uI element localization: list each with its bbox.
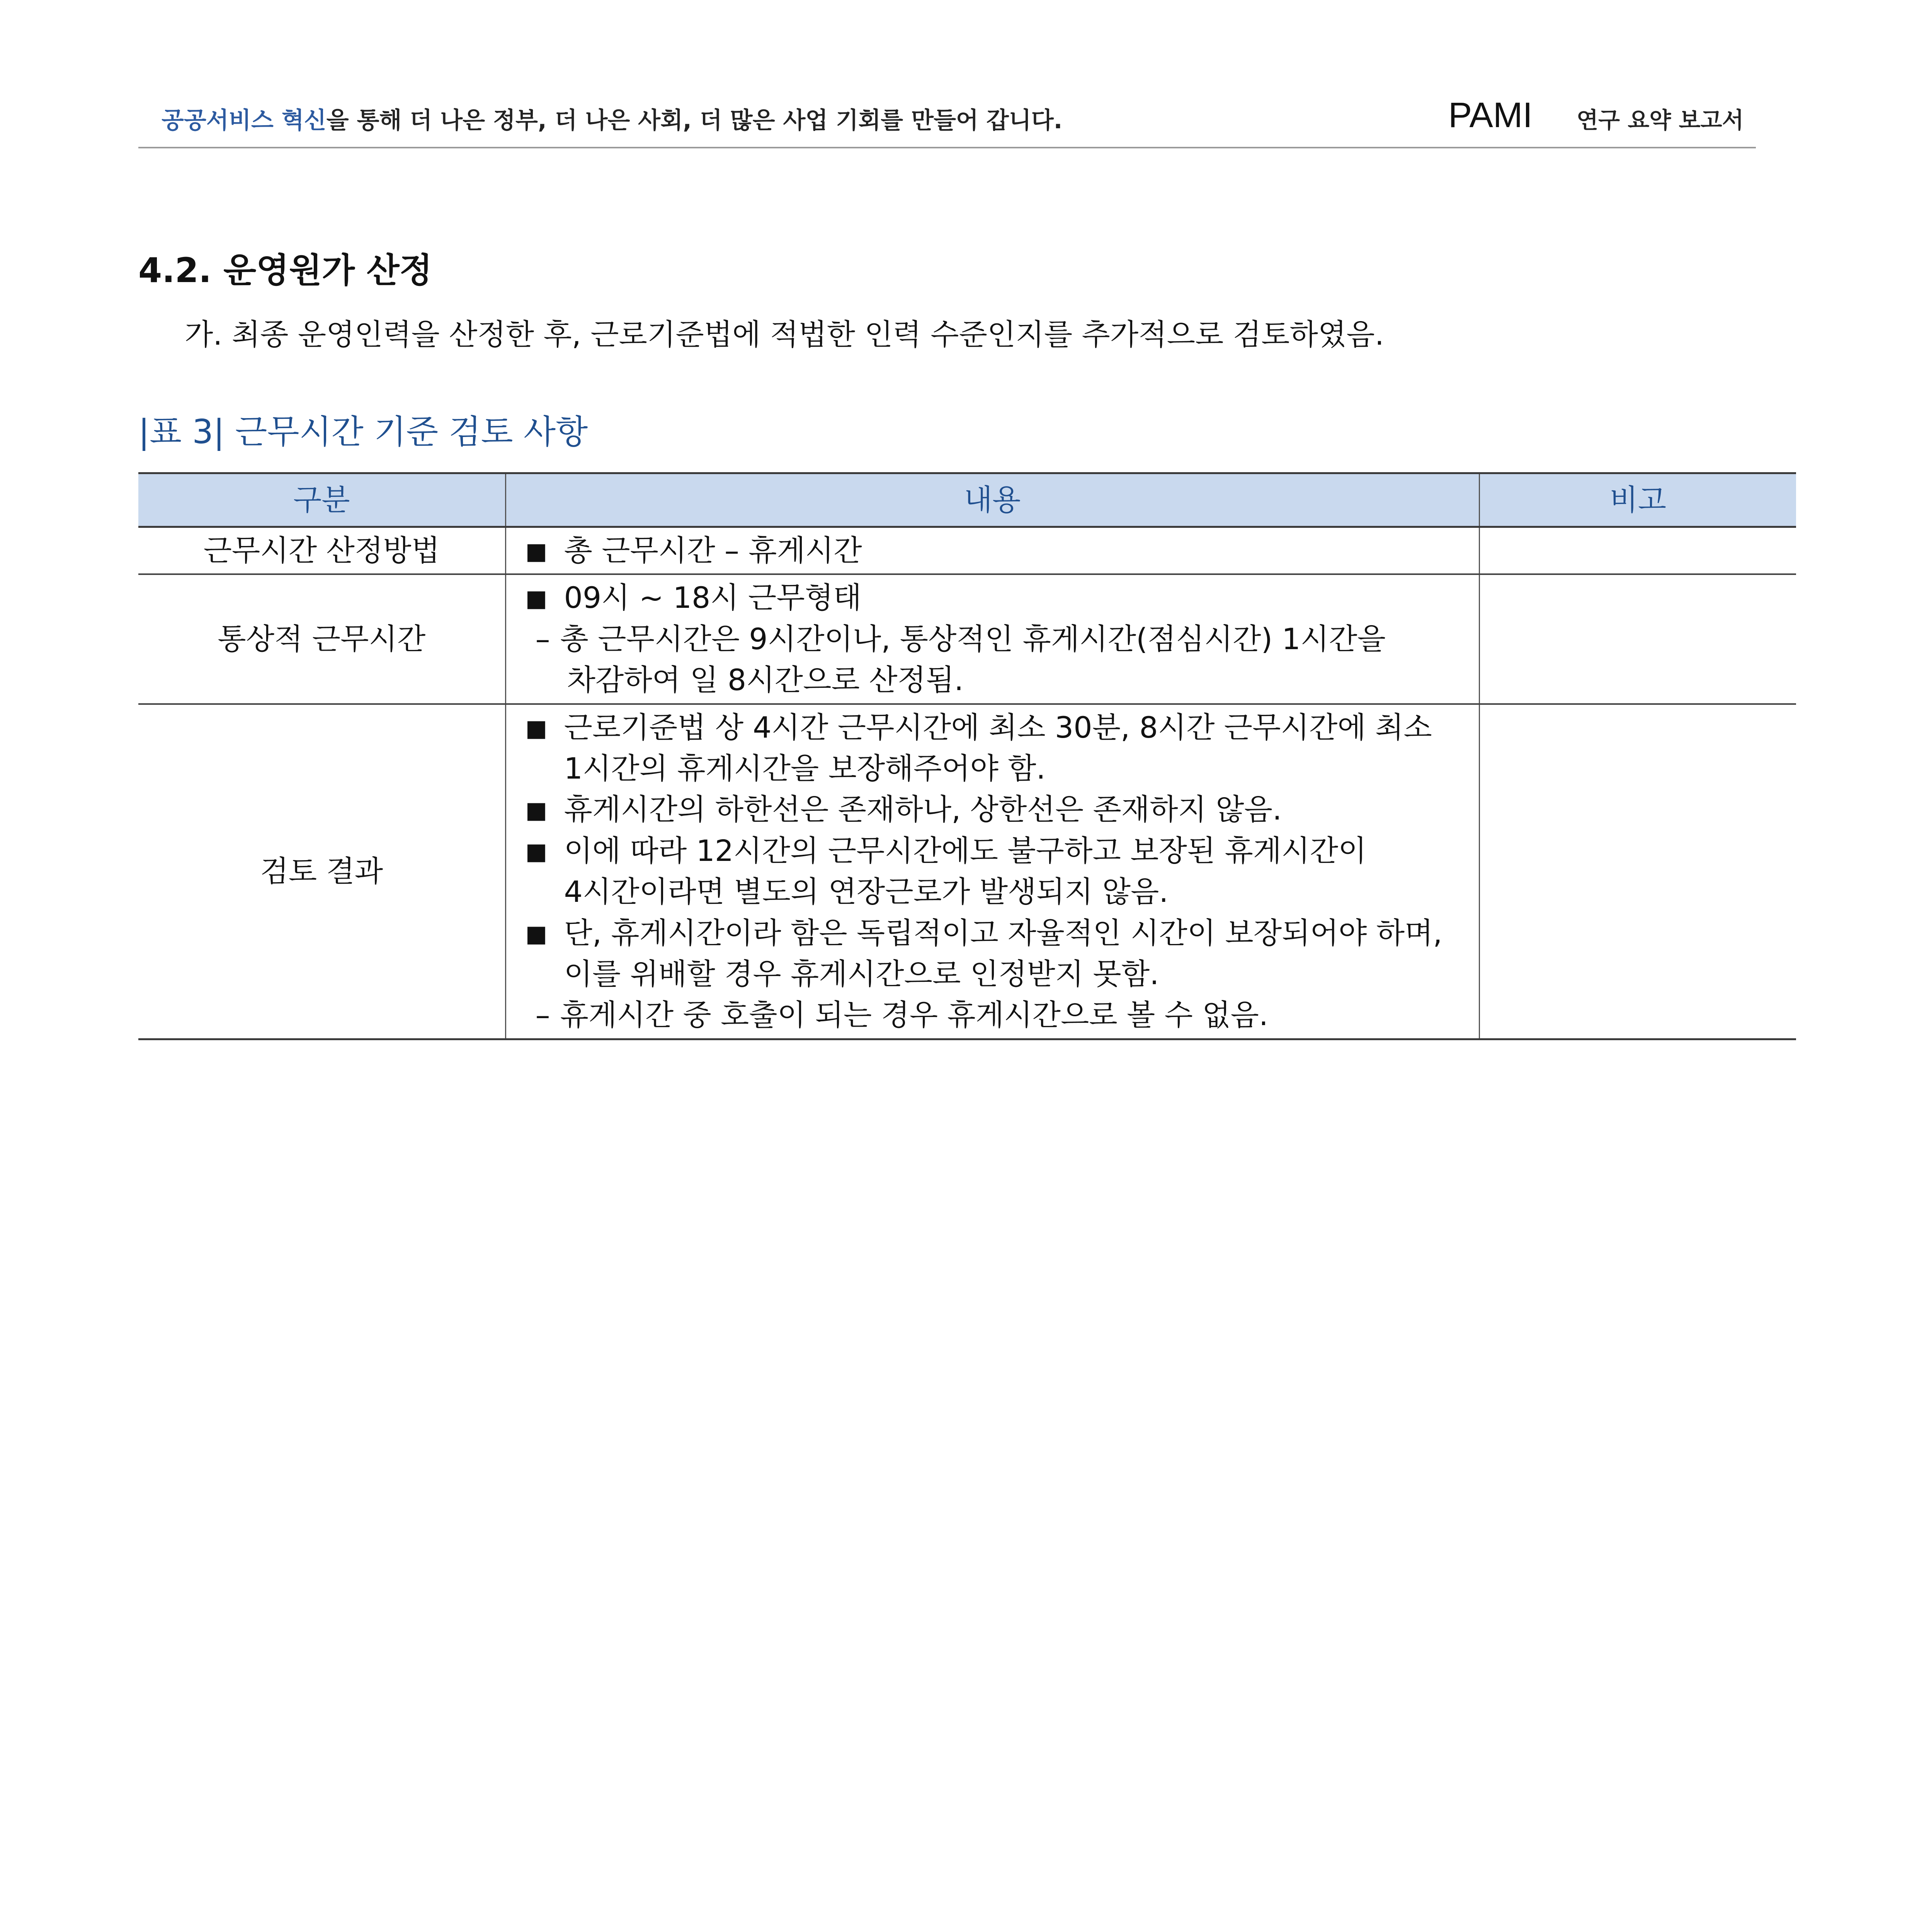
content-line [526,871,1471,912]
table-header-row [138,473,1796,527]
content-line-text: 1시간의 휴게시간을 보장해주어야 함. [564,751,1046,786]
header-content: 내용 [505,473,1479,527]
row-category: 통상적 근무시간 [138,574,505,704]
square-bullet-icon: ■ [525,838,548,865]
row-note [1479,527,1796,575]
content-line [526,830,1471,871]
row-content [505,574,1479,704]
content-line-text: 근로기준법 상 4시간 근무시간에 최소 30분, 8시간 근무시간에 최소 [564,710,1432,745]
slogan-highlight: 공공서비스 혁신 [162,107,327,134]
content-line-text: 이를 위배할 경우 휴게시간으로 인정받지 못함. [564,956,1159,991]
content-line-text: 총 근무시간 – 휴게시간 [564,533,862,568]
row-content [505,527,1479,575]
content-line [526,913,1471,954]
content-line [526,789,1471,830]
content-line-text: 휴게시간 중 호출이 되는 경우 휴게시간으로 볼 수 없음. [560,998,1269,1032]
header-report-type: 연구 요약 보고서 [1577,107,1744,133]
square-bullet-icon: ■ [525,585,548,612]
table-row [138,574,1796,704]
content-line-text: 총 근무시간은 9시간이나, 통상적인 휴게시간(점심시간) 1시간을 [560,621,1386,656]
content-line-text: 09시 ~ 18시 근무형태 [564,580,862,615]
section-title: 4.2. 운영원가 산정 [138,250,432,290]
row-content [505,704,1479,1039]
content-line-text: 단, 휴게시간이라 함은 독립적이고 자율적인 시간이 보장되어야 하며, [564,915,1442,950]
table-row [138,527,1796,575]
row-category: 검토 결과 [138,704,505,1039]
section-paragraph: 가. 최종 운영인력을 산정한 후, 근로기준법에 적법한 인력 수준인지를 추가적으로 검토하였음. [185,317,1384,352]
table-title: |표 3| 근무시간 기준 검토 사항 [138,413,588,451]
header-category: 구분 [138,473,505,527]
content-line-text: 4시간이라면 별도의 연장근로가 발생되지 않음. [564,874,1169,909]
slogan-rest: 을 통해 더 나은 정부, 더 나은 사회, 더 많은 사업 기회를 만들어 갑니다. [326,107,1063,134]
header-note: 비고 [1479,473,1796,527]
work-hours-table [138,472,1796,1040]
dash-bullet-icon: – [535,998,550,1032]
content-line [526,660,1471,701]
content-line [526,530,1471,571]
square-bullet-icon: ■ [525,714,548,742]
row-note [1479,574,1796,704]
row-note [1479,704,1796,1039]
content-line-text: 휴게시간의 하한선은 존재하나, 상한선은 존재하지 않음. [564,792,1282,827]
table-row [138,704,1796,1039]
square-bullet-icon: ■ [525,920,548,947]
content-line-text: 이에 따라 12시간의 근무시간에도 불구하고 보장된 휴게시간이 [564,833,1367,868]
header-slogan [162,102,1062,135]
row-category: 근무시간 산정방법 [138,527,505,575]
content-line-text: 차감하여 일 8시간으로 산정됨. [567,663,964,697]
content-line [526,619,1471,660]
square-bullet-icon: ■ [525,538,548,565]
dash-bullet-icon: – [535,621,550,656]
square-bullet-icon: ■ [525,797,548,824]
content-line [526,954,1471,995]
content-line [526,748,1471,789]
header-brand: PAMI [1448,95,1533,135]
content-line [526,995,1471,1036]
content-line [526,577,1471,618]
content-line [526,707,1471,748]
page-header [138,97,1756,148]
